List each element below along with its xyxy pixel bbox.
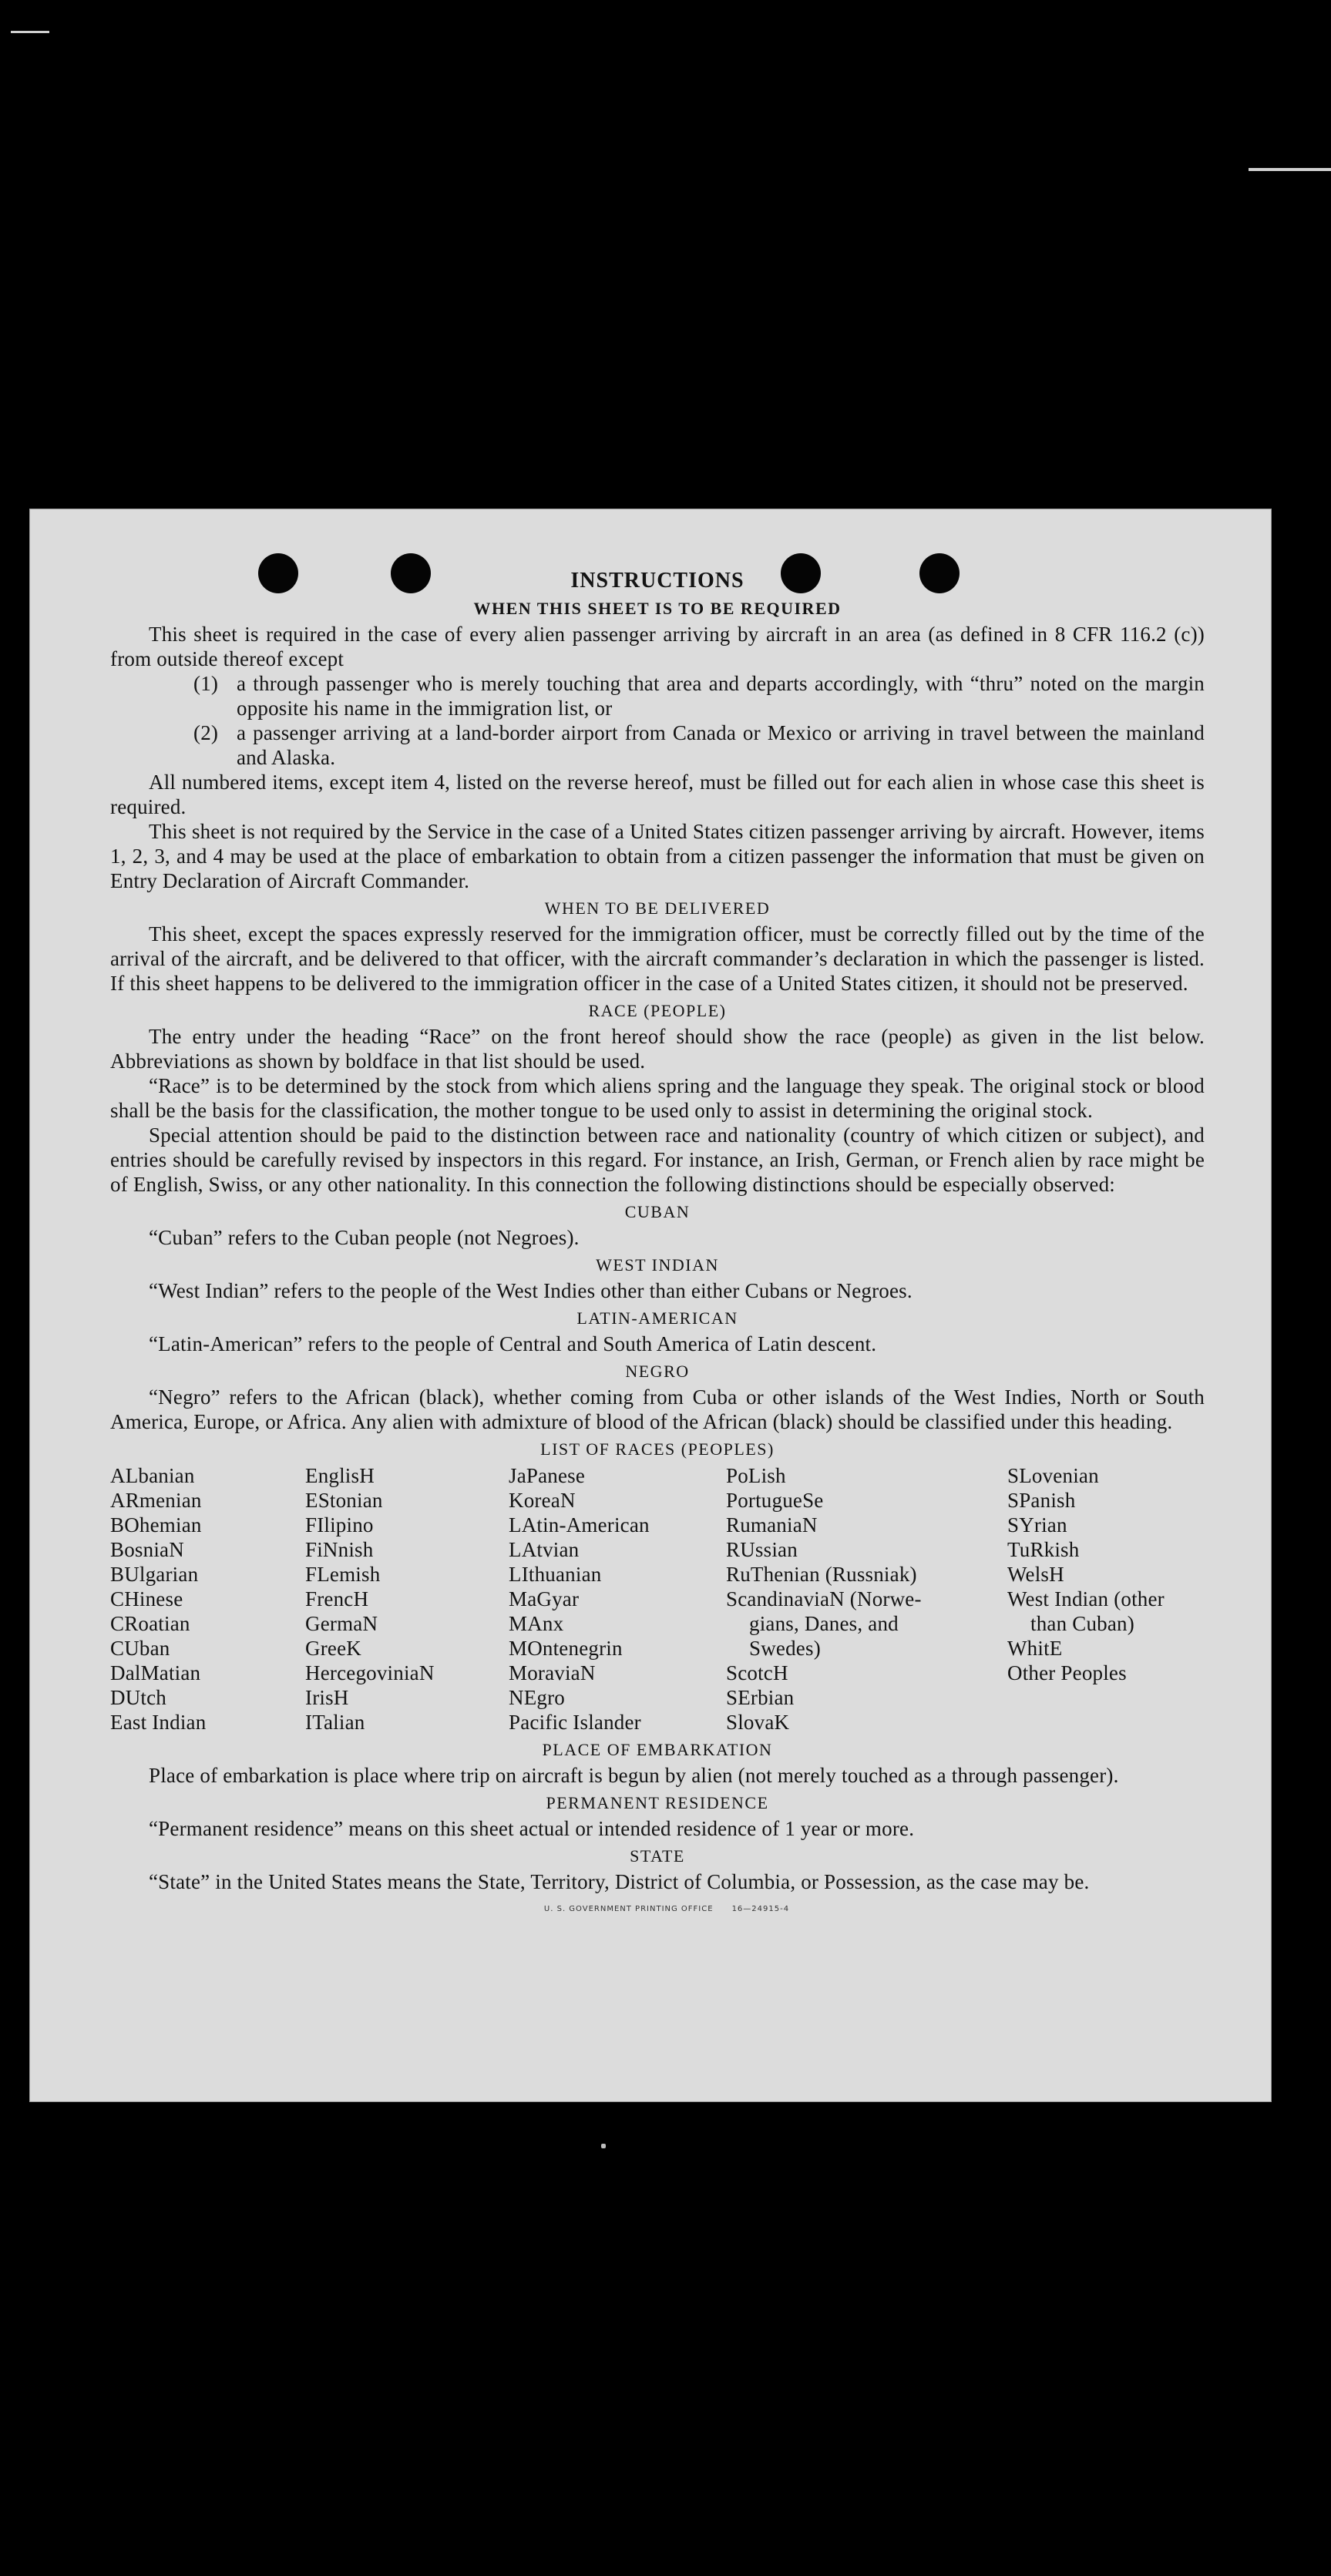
race-entry: NEgro: [509, 1686, 565, 1709]
race-entry: HercegoviniaN: [305, 1661, 435, 1684]
race-entry: LIthuanian: [509, 1563, 602, 1586]
race-entry: EStonian: [305, 1489, 383, 1512]
race-entry: TuRkish: [1007, 1538, 1080, 1561]
race-entry: ScotcH: [726, 1661, 788, 1684]
race-entry: DalMatian: [110, 1661, 201, 1684]
race-entry: FIlipino: [305, 1513, 374, 1537]
race-entry: FiNnish: [305, 1538, 374, 1561]
para-state: “State” in the United States means the State, Territory, District of Columbia, or Possession, as the case may be.: [149, 1870, 1090, 1893]
para-west-indian: “West Indian” refers to the people of the West Indies other than either Cubans or Negroes.: [149, 1279, 913, 1302]
race-entry: PoLish: [726, 1464, 786, 1487]
race-entry: PortugueSe: [726, 1489, 824, 1512]
para-numbered-items: All numbered items, except item 4, listed on the reverse hereof, must be filled out for each alien in whose case this sheet is required.: [110, 771, 1205, 818]
race-entry-continued: Swedes): [749, 1637, 821, 1660]
footer-printer: U. S. GOVERNMENT PRINTING OFFICE: [543, 1905, 714, 1913]
exception-item-2: [193, 720, 1205, 770]
races-column-4: [726, 1463, 1007, 1735]
race-entry-continued: than Cuban): [1030, 1612, 1134, 1635]
race-entry: GreeK: [305, 1637, 361, 1660]
race-entry: SPanish: [1007, 1489, 1076, 1512]
race-entry: ALbanian: [110, 1464, 195, 1487]
para-race-2: “Race” is to be determined by the stock from which aliens spring and the language they speak. The original stock or blood shall be the basis for the classification, the mother tongue to be used only to assist in determining the original stock.: [110, 1074, 1205, 1122]
race-entry: LAtin-American: [509, 1513, 650, 1537]
race-entry: West Indian (other: [1007, 1587, 1165, 1610]
race-entry: SLovenian: [1007, 1464, 1099, 1487]
race-entry: IrisH: [305, 1686, 349, 1709]
para-required: This sheet is required in the case of every alien passenger arriving by aircraft in an area (as defined in 8 CFR 116.2 (c)) from outside thereof except: [110, 623, 1205, 670]
para-race-3: Special attention should be paid to the distinction between race and nationality (country of which citizen or subject), and entries should be carefully revised by inspectors in this regard. For instance, an Irish, German, or French alien by race might be of English, Swiss, or any other nationality. In this connection the following distinctions should be especially observed:: [110, 1123, 1205, 1196]
race-entry: Pacific Islander: [509, 1711, 641, 1734]
exception-item-1: [193, 671, 1205, 720]
race-entry: SYrian: [1007, 1513, 1067, 1537]
heading-cuban: CUBAN: [624, 1202, 691, 1221]
race-entry: MoraviaN: [509, 1661, 596, 1684]
race-entry: EnglisH: [305, 1464, 375, 1487]
heading-place-of-embarkation: PLACE OF EMBARKATION: [542, 1740, 773, 1759]
race-entry: MAnx: [509, 1612, 564, 1635]
footer-form-code: 16—24915-4: [731, 1905, 790, 1913]
race-entry: SlovaK: [726, 1711, 790, 1734]
heading-west-indian: WEST INDIAN: [596, 1255, 719, 1275]
race-entry: DUtch: [110, 1686, 166, 1709]
heading-when-delivered: WHEN TO BE DELIVERED: [544, 898, 771, 918]
race-entry: CUban: [110, 1637, 170, 1660]
exception-text: a passenger arriving at a land-border airport from Canada or Mexico or arriving in travel between the mainland and Alaska.: [237, 721, 1205, 769]
race-entry: CHinese: [110, 1587, 183, 1610]
race-entry: FLemish: [305, 1563, 381, 1586]
race-entry: FrencH: [305, 1587, 369, 1610]
races-column-5: [1007, 1463, 1205, 1735]
heading-permanent-residence: PERMANENT RESIDENCE: [546, 1793, 769, 1812]
exception-number: (2): [193, 721, 219, 744]
heading-state: STATE: [630, 1846, 685, 1866]
para-residence: “Permanent residence” means on this sheet actual or intended residence of 1 year or more.: [149, 1817, 915, 1840]
para-negro: “Negro” refers to the African (black), whether coming from Cuba or other islands of the West Indies, North or South America, Europe, or Africa. Any alien with admixture of blood of the African (black) should be classified under this heading.: [110, 1385, 1205, 1433]
race-entry: ITalian: [305, 1711, 365, 1734]
instructions-text: [110, 569, 1205, 1922]
races-column-3: [509, 1463, 726, 1735]
para-delivered: This sheet, except the spaces expressly reserved for the immigration officer, must be correctly filled out by the time of the arrival of the aircraft, and be delivered to that officer, with the aircraft commander’s declaration in which the passenger is listed. If this sheet happens to be delivered to the immigration officer in the case of a United States citizen, it should not be preserved.: [110, 922, 1205, 995]
race-entry: Other Peoples: [1007, 1661, 1127, 1684]
race-entry: East Indian: [110, 1711, 207, 1734]
race-entry: MOntenegrin: [509, 1637, 623, 1660]
race-entry: MaGyar: [509, 1587, 580, 1610]
race-entry: SErbian: [726, 1686, 795, 1709]
exception-text: a through passenger who is merely touching that area and departs accordingly, with “thru” noted on the margin opposite his name in the immigration list, or: [237, 672, 1205, 720]
scan-corner-mark: [11, 31, 49, 33]
race-entry: KoreaN: [509, 1489, 576, 1512]
heading-list-of-races: LIST OF RACES (PEOPLES): [540, 1439, 775, 1459]
race-entry: WelsH: [1007, 1563, 1064, 1586]
race-entry: LAtvian: [509, 1538, 580, 1561]
race-entry: GermaN: [305, 1612, 378, 1635]
para-latin-american: “Latin-American” refers to the people of Central and South America of Latin descent.: [149, 1332, 877, 1355]
race-entry: BUlgarian: [110, 1563, 199, 1586]
races-list: [110, 1463, 1205, 1735]
para-race-1: The entry under the heading “Race” on the front hereof should show the race (people) as given in the list below. Abbreviations as shown by boldface in that list should be used.: [110, 1025, 1205, 1073]
scan-speck: [601, 2144, 606, 2148]
para-cuban: “Cuban” refers to the Cuban people (not Negroes).: [149, 1226, 580, 1249]
races-column-2: [305, 1463, 509, 1735]
race-entry: BosniaN: [110, 1538, 184, 1561]
race-entry: WhitE: [1007, 1637, 1063, 1660]
race-entry: CRoatian: [110, 1612, 190, 1635]
document-sheet: [29, 509, 1272, 2102]
race-entry: JaPanese: [509, 1464, 586, 1487]
scan-edge-mark: [1249, 168, 1331, 171]
race-entry: RumaniaN: [726, 1513, 818, 1537]
page-title: INSTRUCTIONS: [570, 569, 744, 593]
para-citizen: This sheet is not required by the Service in the case of a United States citizen passenger arriving by aircraft. However, items 1, 2, 3, and 4 may be used at the place of embarkation to obtain from a citizen passenger the information that must be given on Entry Declaration of Aircraft Commander.: [110, 820, 1205, 892]
race-entry: RUssian: [726, 1538, 798, 1561]
exception-number: (1): [193, 672, 219, 695]
para-embarkation: Place of embarkation is place where trip on aircraft is begun by alien (not merely touched as a through passenger).: [149, 1764, 1119, 1787]
heading-latin-american: LATIN-AMERICAN: [576, 1308, 738, 1328]
heading-negro: NEGRO: [625, 1362, 690, 1381]
heading-when-required: WHEN THIS SHEET IS TO BE REQUIRED: [473, 599, 842, 618]
races-column-1: [110, 1463, 305, 1735]
printer-footer: [110, 1897, 1205, 1922]
race-entry: BOhemian: [110, 1513, 202, 1537]
heading-race: RACE (PEOPLE): [588, 1001, 727, 1020]
race-entry-continued: gians, Danes, and: [749, 1612, 899, 1635]
race-entry: RuThenian (Russniak): [726, 1563, 917, 1586]
race-entry: ARmenian: [110, 1489, 202, 1512]
race-entry: ScandinaviaN (Norwe-: [726, 1587, 922, 1610]
